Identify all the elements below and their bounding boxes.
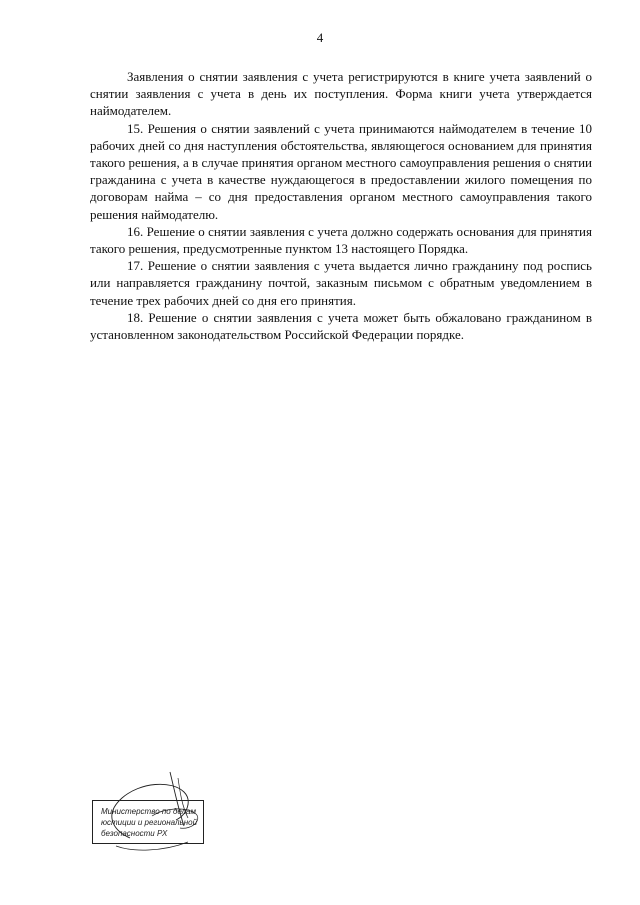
document-body	[90, 68, 592, 343]
ministry-stamp	[92, 768, 212, 860]
stamp-line-3: безопасности РХ	[101, 829, 168, 838]
stamp-line-2: юстиции и региональной	[101, 818, 198, 827]
stamp-line-1: Министерство по делам	[101, 807, 196, 816]
paragraph-17: 17. Решение о снятии заявления с учета выдается лично гражданину под роспись или направляется гражданину почтой, заказным письмом с обратным уведомлением в течение трех рабочих дней со дня его принятия.	[90, 258, 592, 308]
paragraph-15: 15. Решения о снятии заявлений с учета принимаются наймодателем в течение 10 рабочих дней со дня наступления обстоятельства, являющегося основанием для принятия такого решения, а в случае принятия органом местного самоуправления решения о снятии гражданина с учета в качестве нуждающегося в предоставлении жилого помещения по договорам найма – со дня предоставления органом местного самоуправления такого решения наймодателю.	[90, 120, 592, 222]
paragraph-18: 18. Решение о снятии заявления с учета может быть обжаловано гражданином в установленном законодательством Российской Федерации порядке.	[90, 309, 592, 343]
paragraph-16: 16. Решение о снятии заявления с учета должно содержать основания для принятия такого решения, предусмотренные пунктом 13 настоящего Порядка.	[90, 223, 592, 257]
paragraph-intro: Заявления о снятии заявления с учета регистрируются в книге учета заявлений о снятии заявления с учета в день их поступления. Форма книги учета утверждается наймодателем.	[90, 69, 592, 119]
page-number: 4	[316, 30, 324, 45]
signature-icon	[92, 768, 212, 860]
